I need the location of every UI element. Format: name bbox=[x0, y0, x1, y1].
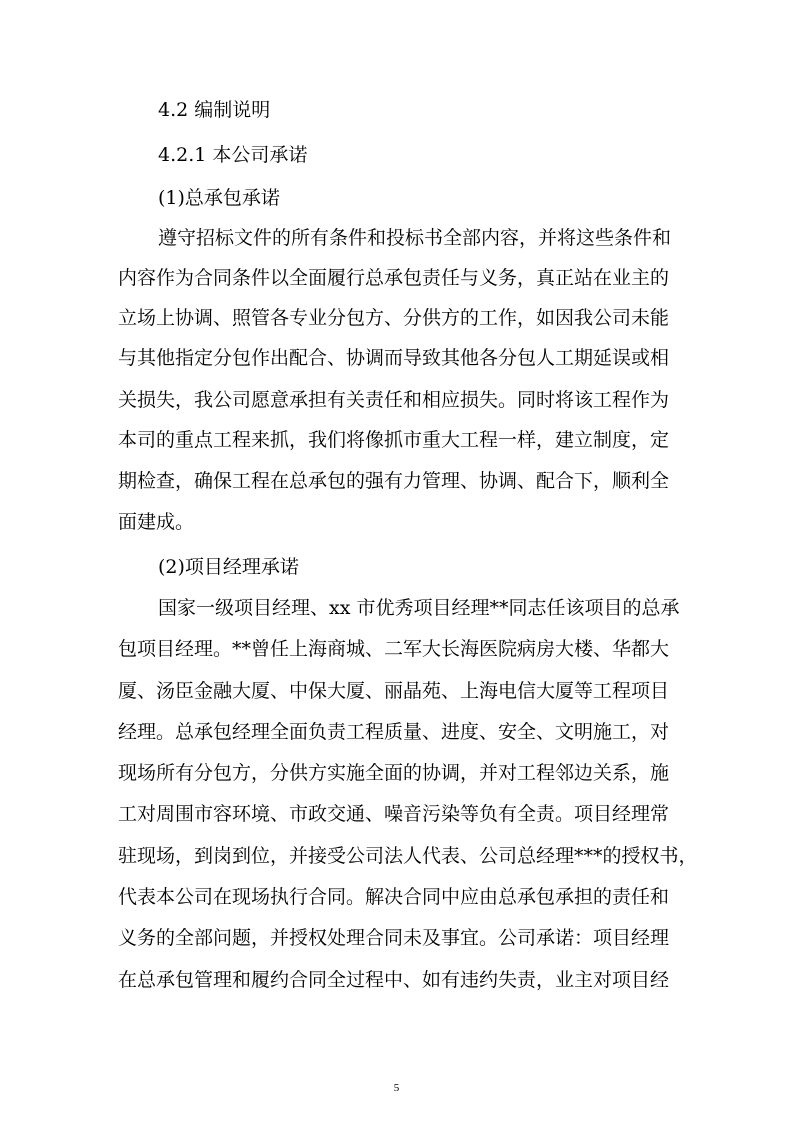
paragraph-line: 经理。总承包经理全面负责工程质量、进度、安全、文明施工，对 bbox=[118, 721, 670, 743]
paragraph-line: 包项目经理。**曾任上海商城、二军大长海医院病房大楼、华都大 bbox=[118, 638, 670, 660]
section-heading: 4.2 编制说明 bbox=[158, 99, 271, 121]
paragraph-line: 与其他指定分包作出配合、协调而导致其他各分包人工期延误或相 bbox=[118, 347, 670, 369]
paragraph-line: 在总承包管理和履约合同全过程中、如有违约失责，业主对项目经 bbox=[118, 969, 670, 991]
paragraph-line: 国家一级项目经理、xx 市优秀项目经理**同志任该项目的总承 bbox=[158, 597, 680, 619]
paragraph-line: 义务的全部问题，并授权处理合同未及事宜。公司承诺：项目经理 bbox=[118, 927, 670, 949]
paragraph-line: 驻现场，到岗到位，并接受公司法人代表、公司总经理***的授权书， bbox=[118, 845, 698, 867]
paragraph-line: 厦、汤臣金融大厦、中保大厦、丽晶苑、上海电信大厦等工程项目 bbox=[118, 680, 670, 702]
page-number: 5 bbox=[393, 1082, 400, 1094]
paragraph-line: 内容作为合同条件以全面履行总承包责任与义务，真正站在业主的 bbox=[118, 267, 670, 289]
paragraph-line: 面建成。 bbox=[118, 511, 195, 533]
subsection-heading: 4.2.1 本公司承诺 bbox=[158, 144, 308, 166]
item2-title: (2)项目经理承诺 bbox=[158, 556, 299, 578]
paragraph-line: 工对周围市容环境、市政交通、噪音污染等负有全责。项目经理常 bbox=[118, 803, 670, 825]
paragraph-line: 立场上协调、照管各专业分包方、分供方的工作，如因我公司未能 bbox=[118, 307, 670, 329]
paragraph-line: 遵守招标文件的所有条件和投标书全部内容，并将这些条件和 bbox=[158, 227, 672, 249]
paragraph-line: 期检查，确保工程在总承包的强有力管理、协调、配合下，顺利全 bbox=[118, 470, 670, 492]
item1-title: (1)总承包承诺 bbox=[158, 187, 280, 209]
paragraph-line: 本司的重点工程来抓，我们将像抓市重大工程一样，建立制度，定 bbox=[118, 429, 670, 451]
paragraph-line: 现场所有分包方，分供方实施全面的协调，并对工程邻边关系，施 bbox=[118, 762, 670, 784]
paragraph-line: 关损失，我公司愿意承担有关责任和相应损失。同时将该工程作为 bbox=[118, 389, 670, 411]
paragraph-line: 代表本公司在现场执行合同。解决合同中应由总承包承担的责任和 bbox=[118, 886, 670, 908]
